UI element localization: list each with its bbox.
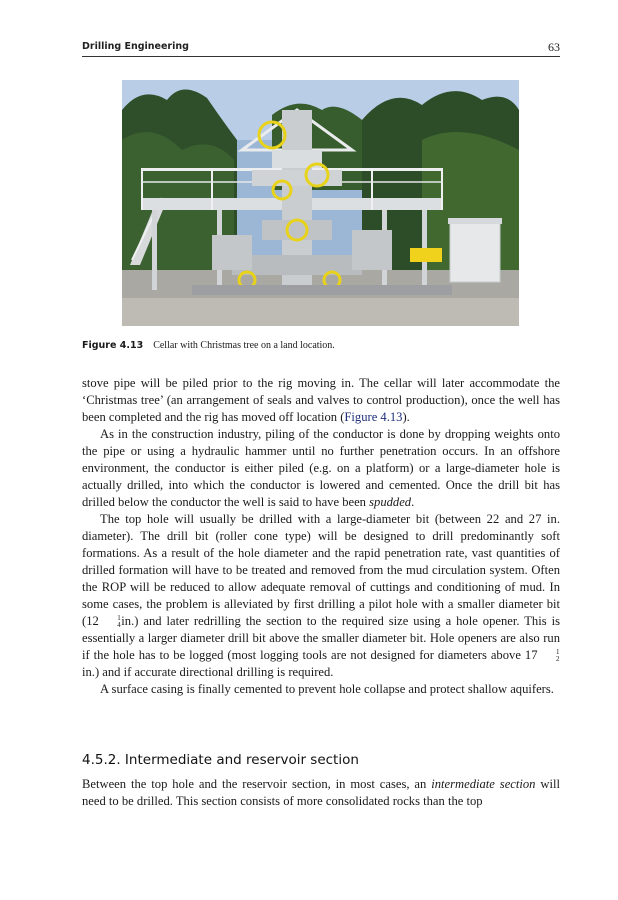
section-text-a: Between the top hole and the reservoir section, in most cases, an xyxy=(82,777,432,791)
paragraph-3-text-a: The top hole will usually be drilled with a large-diameter bit (between 22 and 27 in. diameter). The drill bit (roller cone type) will be designed to drill predominantly soft formations. As a result of the hole diameter and the rapid penetration rate, vast quantities of drilled formation will have to be treated and removed from the mud circulation system. Often the ROP will be reduced to allow adequate removal of cuttings and conditioning of mud. In some cases, the problem is alleviated by first drilling a pilot hole with a smaller diameter bit (12 xyxy=(82,512,560,628)
running-head: Drilling Engineering xyxy=(82,41,189,52)
body-text xyxy=(82,375,560,698)
paragraph-1 xyxy=(82,375,560,426)
paragraph-1-end: ). xyxy=(402,410,410,424)
paragraph-2-text: As in the construction industry, piling of the conductor is done by dropping weights onto the pipe or using a hydraulic hammer until no further penetration occurs. In an offshore environment, the conductor is either piled (e.g. on a platform) or a large-diameter hole is actually drilled, into which the conductor is lowered and cemented. Once the drill bit has drilled below the conductor the well is said to have been xyxy=(82,427,560,509)
fraction-numerator: 1 xyxy=(117,614,121,623)
fraction-numerator: 1 xyxy=(556,648,560,657)
section-heading: 4.5.2. Intermediate and reservoir section xyxy=(82,752,359,768)
fraction-quarter xyxy=(99,615,121,629)
fraction-half xyxy=(538,649,560,663)
section-paragraph xyxy=(82,776,560,810)
paragraph-3-text-c: in.) and if accurate directional drilling is required. xyxy=(82,665,334,679)
term-spudded: spudded xyxy=(369,495,412,509)
term-intermediate-section: intermediate section xyxy=(431,777,536,791)
fraction-denominator: 4 xyxy=(117,621,121,630)
section-text-b: will need to be drilled. This section consists of more consolidated rocks than the top xyxy=(82,777,560,808)
paragraph-2-end: . xyxy=(411,495,415,509)
figure-caption xyxy=(82,339,560,352)
figure-reference-link[interactable]: Figure 4.13 xyxy=(344,410,403,424)
christmas-tree-photo xyxy=(122,80,519,326)
christmas-tree-illustration xyxy=(122,80,519,326)
paragraph-2 xyxy=(82,426,560,511)
paragraph-4: A surface casing is finally cemented to prevent hole collapse and protect shallow aquifers. xyxy=(100,682,554,696)
page-header xyxy=(82,40,560,57)
paragraph-3 xyxy=(82,511,560,681)
figure-caption-text: Cellar with Christmas tree on a land location. xyxy=(153,340,335,351)
paragraph-1-text: stove pipe will be piled prior to the rig moving in. The cellar will later accommodate the ‘Christmas tree’ (an arrangement of seals and valves to control production), once the well has been completed and the rig has moved off location ( xyxy=(82,376,560,424)
paragraph-3-text-b: in.) and later redrilling the section to the required size using a hole opener. This is essentially a larger diameter drill bit above the smaller diameter bit. Hole openers are also run if the hole has to be logged (most logging tools are not designed for diameters above 17 xyxy=(82,614,560,662)
section-text xyxy=(82,776,560,810)
fraction-denominator: 2 xyxy=(556,655,560,664)
figure-label: Figure 4.13 xyxy=(82,340,144,351)
page-number: 63 xyxy=(548,40,560,54)
